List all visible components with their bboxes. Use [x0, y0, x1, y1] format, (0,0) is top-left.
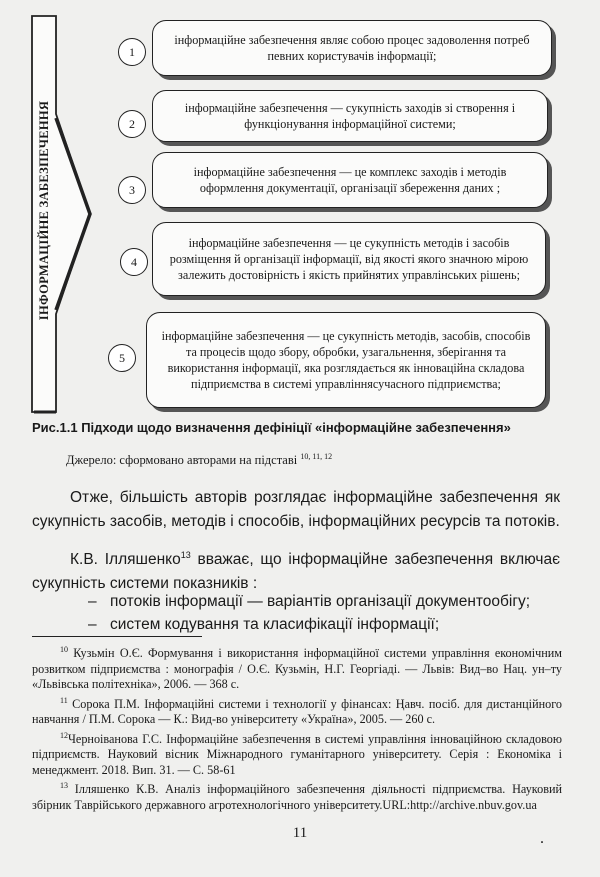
definition-text: інформаційне забезпечення — сукупність заходів зі створення і функціонування інформаційної системи; [184, 101, 516, 131]
definition-box-2 [152, 90, 548, 142]
paragraph-1: Отже, більшість авторів розглядає інформаційне забезпечення як сукупність засобів, методів і способів, інформаційних ресурсів та потоків. [32, 489, 560, 530]
item-number-2: 2 [118, 110, 146, 138]
definition-text: інформаційне забезпечення — це сукупність методів, засобів, способів та процесів щодо збору, обробки, узагальнення, зберігання та використання інформації, яка розглядається як інноваційна складова підприємства в системі управліннясучасного підприємства; [161, 329, 531, 391]
figure-caption: Рис.1.1 Підходи щодо визначення дефініції «інформаційне забезпечення» [32, 420, 511, 435]
bullet-list [88, 590, 530, 636]
footnote-ref: 13 [180, 550, 191, 560]
definition-box-5 [146, 312, 546, 408]
definition-text: інформаційне забезпечення — це комплекс заходів і методів оформлення документації, організації збереження даних ; [193, 165, 507, 195]
footnote-11: $^{11}$ Сорока П.М. Інформаційні системи і технології у фінансах: Ңавч. посіб. для дистанційного навчання / П.М. Сорока — К.: Вид-во університету «Україна», 2005. — 260 с. [32, 695, 562, 727]
footnotes [32, 642, 562, 813]
footnote-13: $^{13}$ Ілляшенко К.В. Аналіз інформаційного забезпечення діяльності підприємства. Науковий збірник Таврійського державного агротехнологічного університету.URL:http://archive.nbuv.gov.ua [32, 781, 562, 812]
page-number: 11 [292, 825, 308, 841]
definition-text: інформаційне забезпечення — це сукупність методів і засобів розміщення й організації інформації, від якості якого значною мірою залежить достовірність і якість прийнятих управлінських рішень; [169, 236, 529, 282]
item-number-5: 5 [108, 344, 136, 372]
footnote-divider [32, 636, 202, 637]
definition-box-1 [152, 20, 552, 76]
footnote-10: $^{10}$ Кузьмін О.Є. Формування і використання інформаційної системи управління економічним розвитком підприємства : монографія / О.Є. Кузьмін, Н.Г. Георгіаді. — Львів: Вид–во Нац. ун–ту «Львівська політехніка», 2006. — 368 с. [32, 645, 562, 692]
banner-title: ІНФОРМАЦІЙНЕ ЗАБЕЗПЕЧЕННЯ [37, 100, 52, 320]
list-item: – систем кодування та класифікації інформації; [88, 613, 530, 636]
item-number-3: 3 [118, 176, 146, 204]
paragraph-2: К.В. Ілляшенко$^{13}$ вважає, що інформаційне забезпечення включає сукупність системи показників : [32, 550, 560, 593]
list-item: – потоків інформації — варіантів організації документообігу; [88, 590, 530, 613]
definition-box-4 [152, 222, 546, 296]
figure-source: Джерело: сформовано авторами на підставі $^{10, 11, 12}$ [66, 452, 333, 468]
footnote-12: $^{12}$Черноіванова Г.С. Інформаційне забезпечення в системі управління інноваційною складовою підприємств. Науковий вісник Міжнародного гуманітарного університету. Серія : Економіка і менеджмент. 2018. Вип. 31. — С. 58-61 [32, 730, 562, 777]
definition-box-3 [152, 152, 548, 208]
source-refs: 10, 11, 12 [300, 452, 333, 461]
author-name: К.В. Ілляшенко [70, 551, 181, 569]
item-number-4: 4 [120, 248, 148, 276]
item-number-1: 1 [118, 38, 146, 66]
stray-dot: . [540, 830, 544, 847]
definition-text: інформаційне забезпечення являє собою процес задоволення потреб певних користувачів інформації; [174, 33, 530, 63]
